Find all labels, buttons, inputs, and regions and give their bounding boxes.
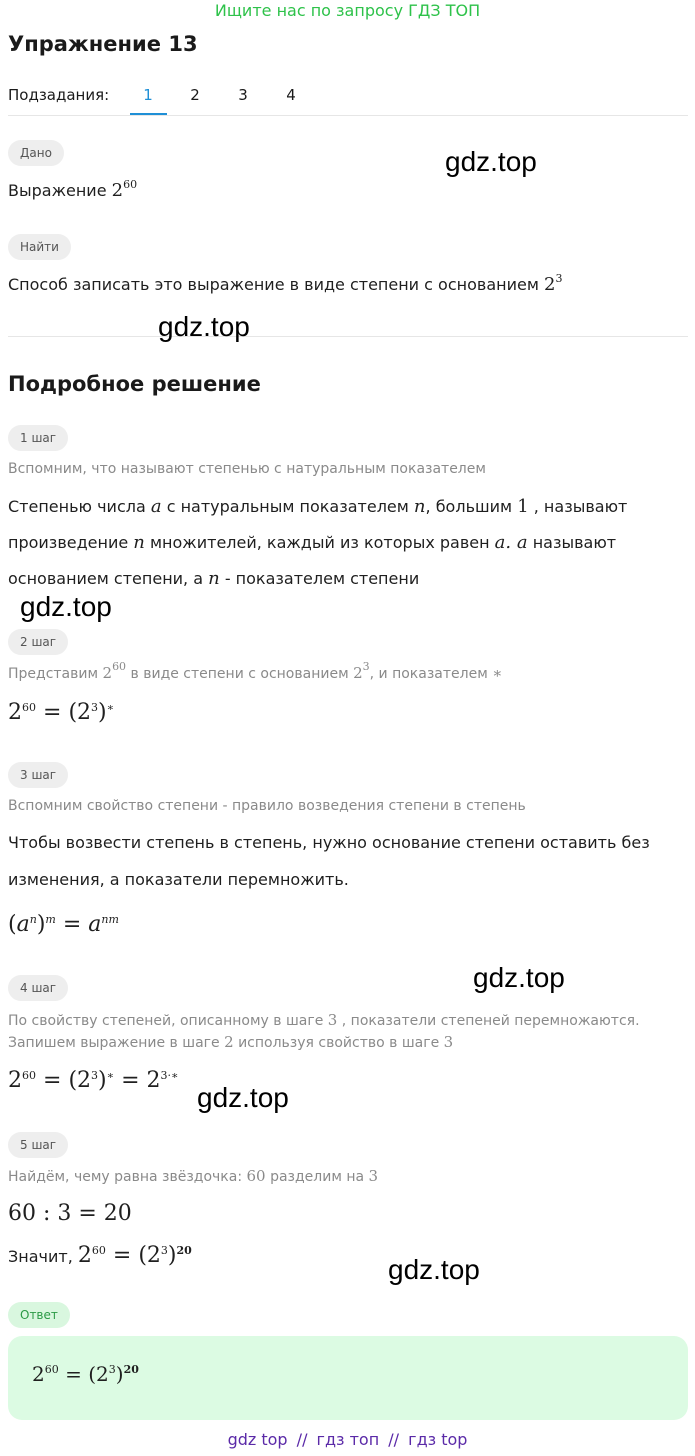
tab-subtask-1[interactable]: 1 [143,86,153,104]
given-pill: Дано [8,140,64,166]
footer-link[interactable]: гдз топ [316,1430,380,1449]
watermark: gdz.top [473,962,565,993]
footer-separator: // [296,1430,308,1449]
top-banner[interactable]: Ищите нас по запросу ГДЗ ТОП [214,1,481,20]
step-1-line-3: основанием степени, а n - показателем степени [8,568,420,589]
tab-subtask-3[interactable]: 3 [238,86,248,104]
watermark: gdz.top [197,1082,289,1113]
step-3-line-2: изменения, а показатели перемножить. [8,870,349,889]
footer-link[interactable]: gdz top [227,1430,288,1449]
footer-links [0,1430,695,1449]
step-3-formula: $(a^n)^m = a^{nm}$ [8,912,119,937]
watermark: gdz.top [445,146,537,177]
footer-separator: // [388,1430,400,1449]
step-1-line-1: Степенью числа a с натуральным показателем n, большим 1 , называют [8,496,628,517]
watermark: gdz.top [20,591,112,622]
step-5-conclusion: Значит, $2^{60} = (2^3)^{20}$ [8,1243,192,1268]
step-4-hint-line-2: Запишем выражение в шаге 2 используя свойство в шаге 3 [8,1033,454,1051]
answer-equation: $2^{60} = (2^3)^{20}$ [32,1362,139,1386]
step-5-hint: Найдём, чему равна звёздочка: 60 разделим на 3 [8,1167,379,1185]
step-3-line-1: Чтобы возвести степень в степень, нужно основание степени оставить без [8,833,650,852]
step-4-equation: $2^{60} = (2^3)^∗ = 2^{3\cdot∗}$ [8,1068,179,1093]
watermark: gdz.top [158,311,250,342]
divider [8,336,688,337]
step-2-pill: 2 шаг [8,629,68,655]
step-1-pill: 1 шаг [8,425,68,451]
tab-subtask-4[interactable]: 4 [286,86,296,104]
step-3-pill: 3 шаг [8,762,68,788]
step-2-equation: $2^{60} = (2^3)^∗$ [8,700,115,725]
step-3-hint: Вспомним свойство степени - правило возведения степени в степень [8,798,526,814]
watermark: gdz.top [388,1254,480,1285]
step-5-calculation: 60 : 3 = 20 [8,1201,132,1226]
tab-subtask-2[interactable]: 2 [190,86,200,104]
step-2-hint: Представим $2^{60}$ в виде степени с основанием $2^3$, и показателем ∗ [8,660,503,682]
given-text: Выражение $2^{60}$ [8,178,138,201]
solution-title: Подробное решение [8,372,261,396]
find-text: Способ записать это выражение в виде степени с основанием $2^3$ [8,272,563,295]
step-5-pill: 5 шаг [8,1132,68,1158]
step-4-pill: 4 шаг [8,975,68,1001]
footer-link[interactable]: гдз top [408,1430,468,1449]
find-pill: Найти [8,234,71,260]
step-1-line-2: произведение n множителей, каждый из которых равен a. a называют [8,532,617,553]
divider [8,115,688,116]
step-1-hint: Вспомним, что называют степенью с натуральным показателем [8,461,486,477]
subtasks-label: Подзадания: [8,86,110,104]
step-4-hint-line-1: По свойству степеней, описанному в шаге 3 , показатели степеней перемножаются. [8,1011,640,1029]
answer-pill: Ответ [8,1302,70,1328]
exercise-title: Упражнение 13 [8,32,198,56]
